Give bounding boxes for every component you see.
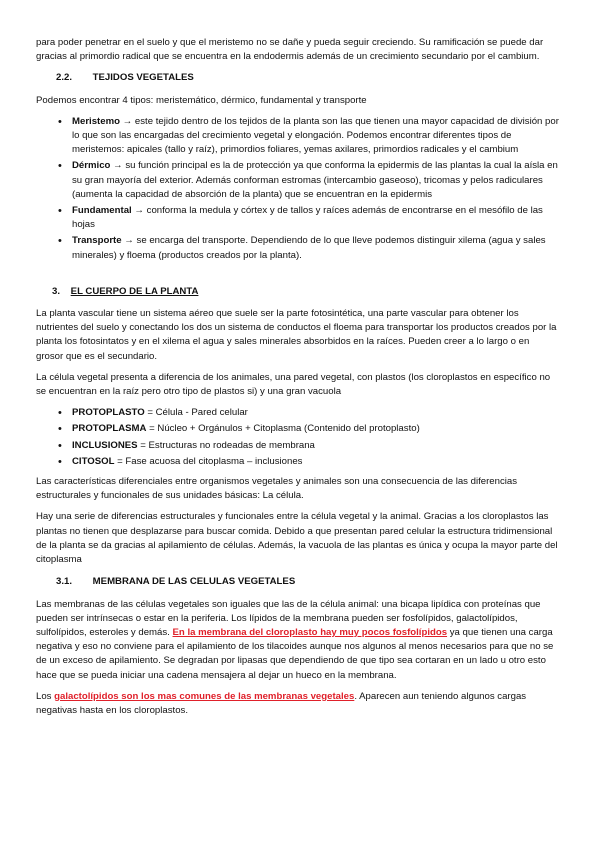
section-title: MEMBRANA DE LAS CELULAS VEGETALES: [92, 576, 296, 588]
plant-body-paragraph-2: La célula vegetal presenta a diferencia de los animales, una pared vegetal, con plastos (los cloroplastos en específico no se encuentran en la raíz pero otro tipo de plastos si) y una gran vacuola: [36, 371, 551, 398]
plant-body-paragraph-1: La planta vascular tiene un sistema aéreo que suele ser la parte fotosintética, una parte vascular para obtener los nutrientes del suelo y conectando los dos un sistema de conductos el floema para transportar los productos creados por la planta los fotosintatos y en el xilema el agua y sales minerales absorbidos en la raíces. Pueden creer a lo largo o en grosor que es el secundario.: [36, 308, 557, 362]
list-item-transporte: • Transporte → se encarga del transporte. Dependiendo de lo que lleve podemos distinguir xilema (agua y sales minerales) y floema (productos creados por la planta).: [72, 234, 559, 262]
section-title: EL CUERPO DE LA PLANTA: [70, 285, 199, 297]
list-item-meristemo: • Meristemo → este tejido dentro de los tejidos de la planta son las que tienen una mayor capacidad de división por lo que son las encargadas del crecimiento vegetal y elongación. Podemos encontrar diferentes tipos de meristemos: apicales (tallo y raíz), primordios foliares, yemas axilares, primordios radicales y el cambium: [72, 115, 559, 158]
plant-body-paragraph-4: Hay una serie de diferencias estructurales y funcionales entre la célula vegetal y la animal. Gracias a los cloroplastos las plantas no tienen que desplazarse para buscar comida. Debido a que presentan pared celular la estructura tridimensional de la planta se da gracias al apilamiento de células. Además, la vacuola de las plantas es única y ocupa la mayor parte del citoplasma: [36, 511, 558, 566]
highlighted-text: galactolípidos son los mas comunes de las membranas vegetales: [54, 690, 355, 702]
section-2-2-heading: [36, 71, 559, 85]
cell-terms-list: [36, 406, 559, 469]
section-number: 2.2.: [56, 72, 73, 84]
list-item-protoplasma: • PROTOPLASMA = Núcleo + Orgánulos + Citoplasma (Contenido del protoplasto): [72, 422, 559, 436]
list-item-protoplasto: • PROTOPLASTO = Célula - Pared celular: [72, 406, 559, 420]
list-item-citosol: • CITOSOL = Fase acuosa del citoplasma – inclusiones: [72, 455, 559, 469]
list-item-inclusiones: • INCLUSIONES = Estructuras no rodeadas de membrana: [72, 439, 559, 453]
plant-body-paragraph-3: Las características diferenciales entre organismos vegetales y animales son una consecuencia de las diferencias estructurales y funcionales de sus unidades básicas: La célula.: [36, 476, 518, 502]
section-3-1-heading: [36, 575, 559, 589]
list-item-fundamental: • Fundamental → conforma la medula y córtex y de tallos y raíces además de encontrarse en el mesófilo de las hojas: [72, 204, 559, 232]
tissues-lead: Podemos encontrar 4 tipos: meristemático, dérmico, fundamental y transporte: [36, 94, 367, 106]
section-number: 3.: [52, 285, 61, 297]
section-title: TEJIDOS VEGETALES: [92, 72, 194, 84]
membrane-paragraph-1: Las membranas de las células vegetales son iguales que las de la célula animal: una bicapa lipídica con proteínas que pueden ser intrínsecas o estar en la periferia. Los lípidos de la membrana pueden ser fosfolípidos, galactolípidos, sulfolípidos, esteroles y demás. En la membrana del cloroplasto hay muy pocos fosfolípidos ya que tienen una carga negativa y eso no conviene para el apilamiento de los tilacoides aunque nos algunos al menos necesarios para que no se de un exceso de apilamiento. Se degradan por lipasas que dependiendo de que tipo sea cortaran en un lado u otro esto hace que se pueda iniciar una cadena mensajera al dejar un hueco en la membrana.: [36, 598, 554, 681]
membrane-paragraph-2: Los galactolípidos son los mas comunes de las membranas vegetales. Aparecen aun teniendo algunos cargas negativas hasta en los cloroplastos.: [36, 690, 527, 716]
highlighted-text: En la membrana del cloroplasto hay muy pocos fosfolípidos: [172, 626, 448, 638]
section-number: 3.1.: [56, 576, 73, 588]
intro-paragraph: para poder penetrar en el suelo y que el meristemo no se dañe y pueda seguir creciendo. Su ramificación se puede dar gracias al primordio radical que se encuentra en la endodermis además de un crecimiento secundario por el cambium.: [36, 37, 544, 63]
tissue-list: [36, 115, 559, 263]
section-3-heading: [36, 285, 559, 299]
list-item-dermico: • Dérmico → su función principal es la de protección ya que conforma la epidermis de las plantas la cual la aísla en su gran mayoría del exterior. Además conforman estromas (intercambio gaseoso), tricomas y pelos radiculares (aumenta la capacidad de absorción de la planta) que se encuentran en la epidermis: [72, 159, 559, 202]
